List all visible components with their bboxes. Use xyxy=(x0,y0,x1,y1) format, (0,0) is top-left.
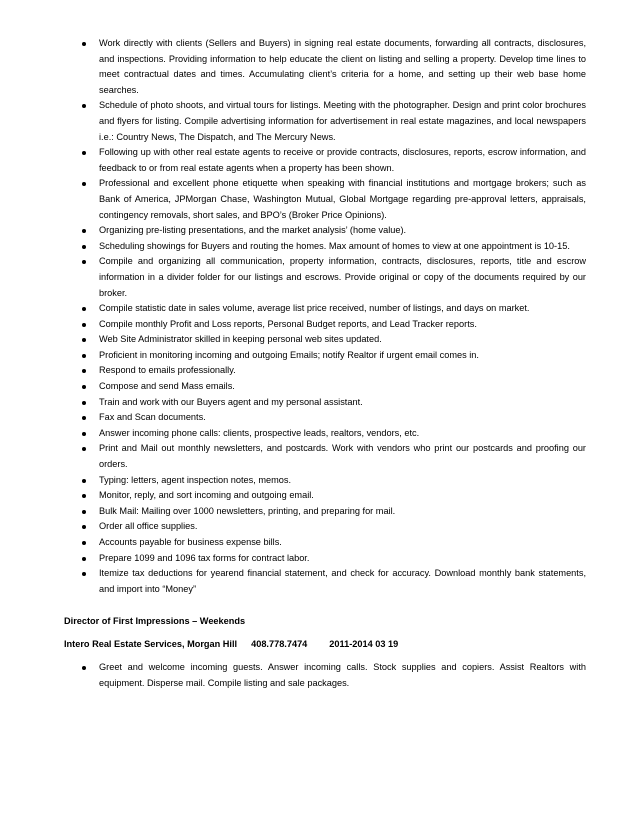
list-item xyxy=(82,332,586,348)
list-item xyxy=(82,426,586,442)
bullet-icon xyxy=(82,338,86,342)
bullet-icon xyxy=(82,572,86,576)
list-item xyxy=(82,473,586,489)
duty-text: Schedule of photo shoots, and virtual tours for listings. Meeting with the photographer. Design and print color brochures and flyers for listing. Compile advertising information for advertisement in real estate magazines, and local newspapers i.e.: Country News, The Dispatch, and The Mercury News. xyxy=(99,100,586,142)
duty-text: Organizing pre-listing presentations, and the market analysis’ (home value). xyxy=(99,225,407,236)
duty-text: Order all office supplies. xyxy=(99,521,198,532)
duties-list xyxy=(82,36,586,597)
list-item xyxy=(82,176,586,223)
duty-text: Compile and organizing all communication, property information, contracts, disclosures, reports, title and escrow information in a divider folder for our listings and escrows. Provide original or copy of the documents required by our broker. xyxy=(99,256,586,298)
list-item xyxy=(82,223,586,239)
list-item xyxy=(82,504,586,520)
bullet-icon xyxy=(82,104,86,108)
bullet-icon xyxy=(82,385,86,389)
duty-text: Respond to emails professionally. xyxy=(99,365,236,376)
list-item xyxy=(82,145,586,176)
bullet-icon xyxy=(82,416,86,420)
bullet-icon xyxy=(82,557,86,561)
duty-text: Compose and send Mass emails. xyxy=(99,381,235,392)
duty-text: Work directly with clients (Sellers and Buyers) in signing real estate documents, forwarding all contracts, disclosures, and inspections. Providing information to help educate the client on listing and selling a property. Develop time lines to meet contractual dates and times. Accumulating client’s criteria for a home, and setting up their web base home searches. xyxy=(99,38,586,95)
bullet-icon xyxy=(82,494,86,498)
duty-text: Web Site Administrator skilled in keeping personal web sites updated. xyxy=(99,334,382,345)
list-item xyxy=(82,566,586,597)
list-item xyxy=(82,519,586,535)
duty-text: Bulk Mail: Mailing over 1000 newsletters, printing, and preparing for mail. xyxy=(99,505,396,516)
bullet-icon xyxy=(82,323,86,327)
employer-line xyxy=(64,637,398,651)
bullet-icon xyxy=(82,369,86,373)
list-item xyxy=(82,535,586,551)
bullet-icon xyxy=(82,229,86,233)
duty-text: Compile monthly Profit and Loss reports, Personal Budget reports, and Lead Tracker reports. xyxy=(99,318,477,329)
bullet-icon xyxy=(82,510,86,514)
duty-text: Proficient in monitoring incoming and outgoing Emails; notify Realtor if urgent email comes in. xyxy=(99,349,479,360)
list-item xyxy=(82,36,586,98)
bullet-icon xyxy=(82,432,86,436)
list-item xyxy=(82,551,586,567)
bullet-icon xyxy=(82,354,86,358)
bullet-icon xyxy=(82,260,86,264)
list-item xyxy=(82,379,586,395)
bullet-icon xyxy=(82,307,86,311)
bullet-icon xyxy=(82,42,86,46)
list-item xyxy=(82,239,586,255)
employer-phone: 408.778.7474 xyxy=(251,639,308,649)
list-item xyxy=(82,363,586,379)
duty-text: Answer incoming phone calls: clients, prospective leads, realtors, vendors, etc. xyxy=(99,427,420,438)
duty-text: Scheduling showings for Buyers and routing the homes. Max amount of homes to view at one appointment is 10-15. xyxy=(99,240,570,251)
list-item xyxy=(82,410,586,426)
list-item xyxy=(82,488,586,504)
duty-text: Print and Mail out monthly newsletters, and postcards. Work with vendors who print our postcards and proofing our orders. xyxy=(99,443,586,470)
bullet-icon xyxy=(82,151,86,155)
list-item xyxy=(82,660,586,691)
employer-name: Intero Real Estate Services, Morgan Hill xyxy=(64,639,238,649)
bullet-icon xyxy=(82,182,86,186)
list-item xyxy=(82,317,586,333)
duty-text: Compile statistic date in sales volume, average list price received, number of listings, and days on market. xyxy=(99,303,530,314)
list-item xyxy=(82,98,586,145)
duty-text: Train and work with our Buyers agent and my personal assistant. xyxy=(99,396,363,407)
duty-text: Itemize tax deductions for yearend financial statement, and check for accuracy. Download monthly bank statements, and import into “Money” xyxy=(99,568,586,594)
duty-text: Fax and Scan documents. xyxy=(99,412,206,423)
employment-dates: 2011-2014 03 19 xyxy=(329,639,399,649)
duty-text: Professional and excellent phone etiquette when speaking with financial institutions and mortgage brokers; such as Bank of America, JPMorgan Chase, Washington Mutual, Global Mortgage regarding pre-approval letters, appraisals, contingency removals, short sales, and BPO’s (Broker Price Opinions). xyxy=(99,178,586,220)
list-item xyxy=(82,348,586,364)
bullet-icon xyxy=(82,666,86,670)
position-title: Director of First Impressions – Weekends xyxy=(64,616,246,626)
duty-text: Following up with other real estate agents to receive or provide contracts, disclosures, reports, escrow information, and feedback to or from real estate agents when a property has been shown. xyxy=(99,147,586,173)
bullet-icon xyxy=(82,447,86,451)
bullet-icon xyxy=(82,479,86,483)
list-item xyxy=(82,254,586,301)
duty-text: Prepare 1099 and 1096 tax forms for contract labor. xyxy=(99,552,310,563)
bullet-icon xyxy=(82,245,86,249)
duty-text: Typing: letters, agent inspection notes, memos. xyxy=(99,474,292,485)
list-item xyxy=(82,395,586,411)
position-duties-list xyxy=(82,660,586,691)
list-item xyxy=(82,441,586,472)
duty-text: Monitor, reply, and sort incoming and outgoing email. xyxy=(99,490,314,501)
duty-text: Greet and welcome incoming guests. Answer incoming calls. Stock supplies and copiers. Assist Realtors with equipment. Disperse mail. Compile listing and sale packages. xyxy=(99,662,586,688)
duty-text: Accounts payable for business expense bills. xyxy=(99,537,282,547)
bullet-icon xyxy=(82,541,86,545)
list-item xyxy=(82,301,586,317)
bullet-icon xyxy=(82,525,86,529)
bullet-icon xyxy=(82,401,86,405)
